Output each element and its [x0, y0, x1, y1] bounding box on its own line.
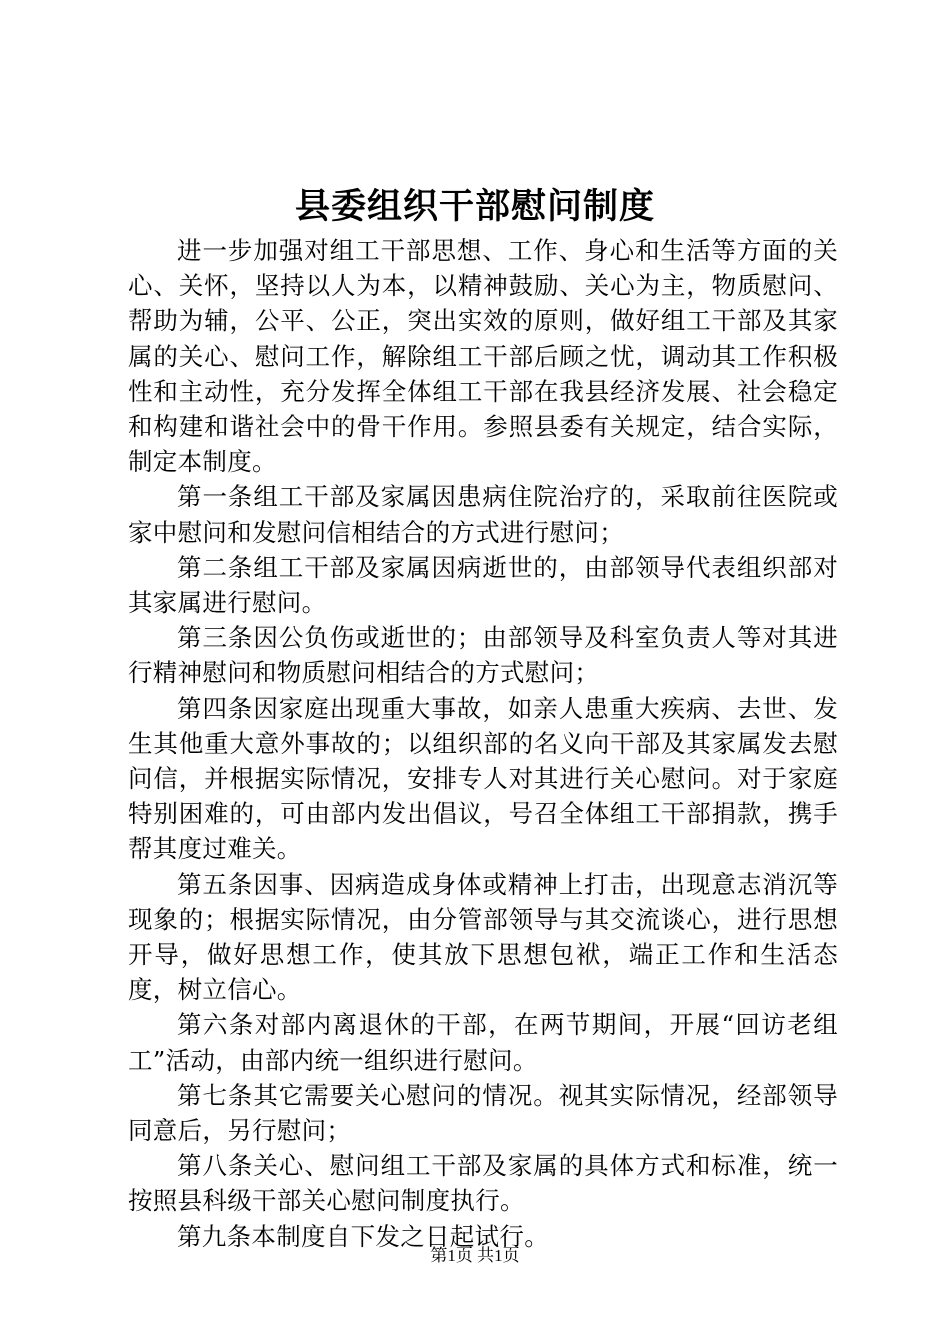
document-body	[128, 233, 838, 1254]
page-number-footer: 第1页 共1页	[430, 1246, 520, 1265]
article-9-paragraph: 第九条本制度自下发之日起试行。	[177, 1221, 549, 1251]
article-1-paragraph: 第一条组工干部及家属因患病住院治疗的，采取前往医院或家中慰问和发慰问信相结合的方式进行慰问；	[128, 482, 838, 547]
article-8-paragraph: 第八条关心、慰问组工干部及家属的具体方式和标准，统一按照县科级干部关心慰问制度执行。	[128, 1151, 838, 1216]
document-title: 县委组织干部慰问制度	[294, 186, 655, 227]
article-3-paragraph: 第三条因公负伤或逝世的；由部领导及科室负责人等对其进行精神慰问和物质慰问相结合的方式慰问；	[128, 623, 838, 688]
article-4-paragraph: 第四条因家庭出现重大事故，如亲人患重大疾病、去世、发生其他重大意外事故的；以组织部的名义向干部及其家属发去慰问信，并根据实际情况，安排专人对其进行关心慰问。对于家庭特别困难的，可由部内发出倡议，号召全体组工干部捐款，携手帮其度过难关。	[128, 693, 838, 864]
article-5-paragraph: 第五条因事、因病造成身体或精神上打击，出现意志消沉等现象的；根据实际情况，由分管部领导与其交流谈心，进行思想开导，做好思想工作，使其放下思想包袱，端正工作和生活态度，树立信心。	[128, 869, 838, 1005]
article-7-paragraph: 第七条其它需要关心慰问的情况。视其实际情况，经部领导同意后，另行慰问；	[128, 1080, 838, 1146]
article-2-paragraph: 第二条组工干部及家属因病逝世的，由部领导代表组织部对其家属进行慰问。	[128, 552, 838, 618]
intro-paragraph: 进一步加强对组工干部思想、工作、身心和生活等方面的关心、关怀，坚持以人为本，以精神鼓励、关心为主，物质慰问、帮助为辅，公平、公正，突出实效的原则，做好组工干部及其家属的关心、慰问工作，解除组工干部后顾之忧，调动其工作积极性和主动性，充分发挥全体组工干部在我县经济发展、社会稳定和构建和谐社会中的骨干作用。参照县委有关规定，结合实际，制定本制度。	[128, 236, 838, 477]
article-6-paragraph: 第六条对部内离退休的干部，在两节期间，开展“回访老组工”活动，由部内统一组织进行慰问。	[128, 1010, 838, 1075]
